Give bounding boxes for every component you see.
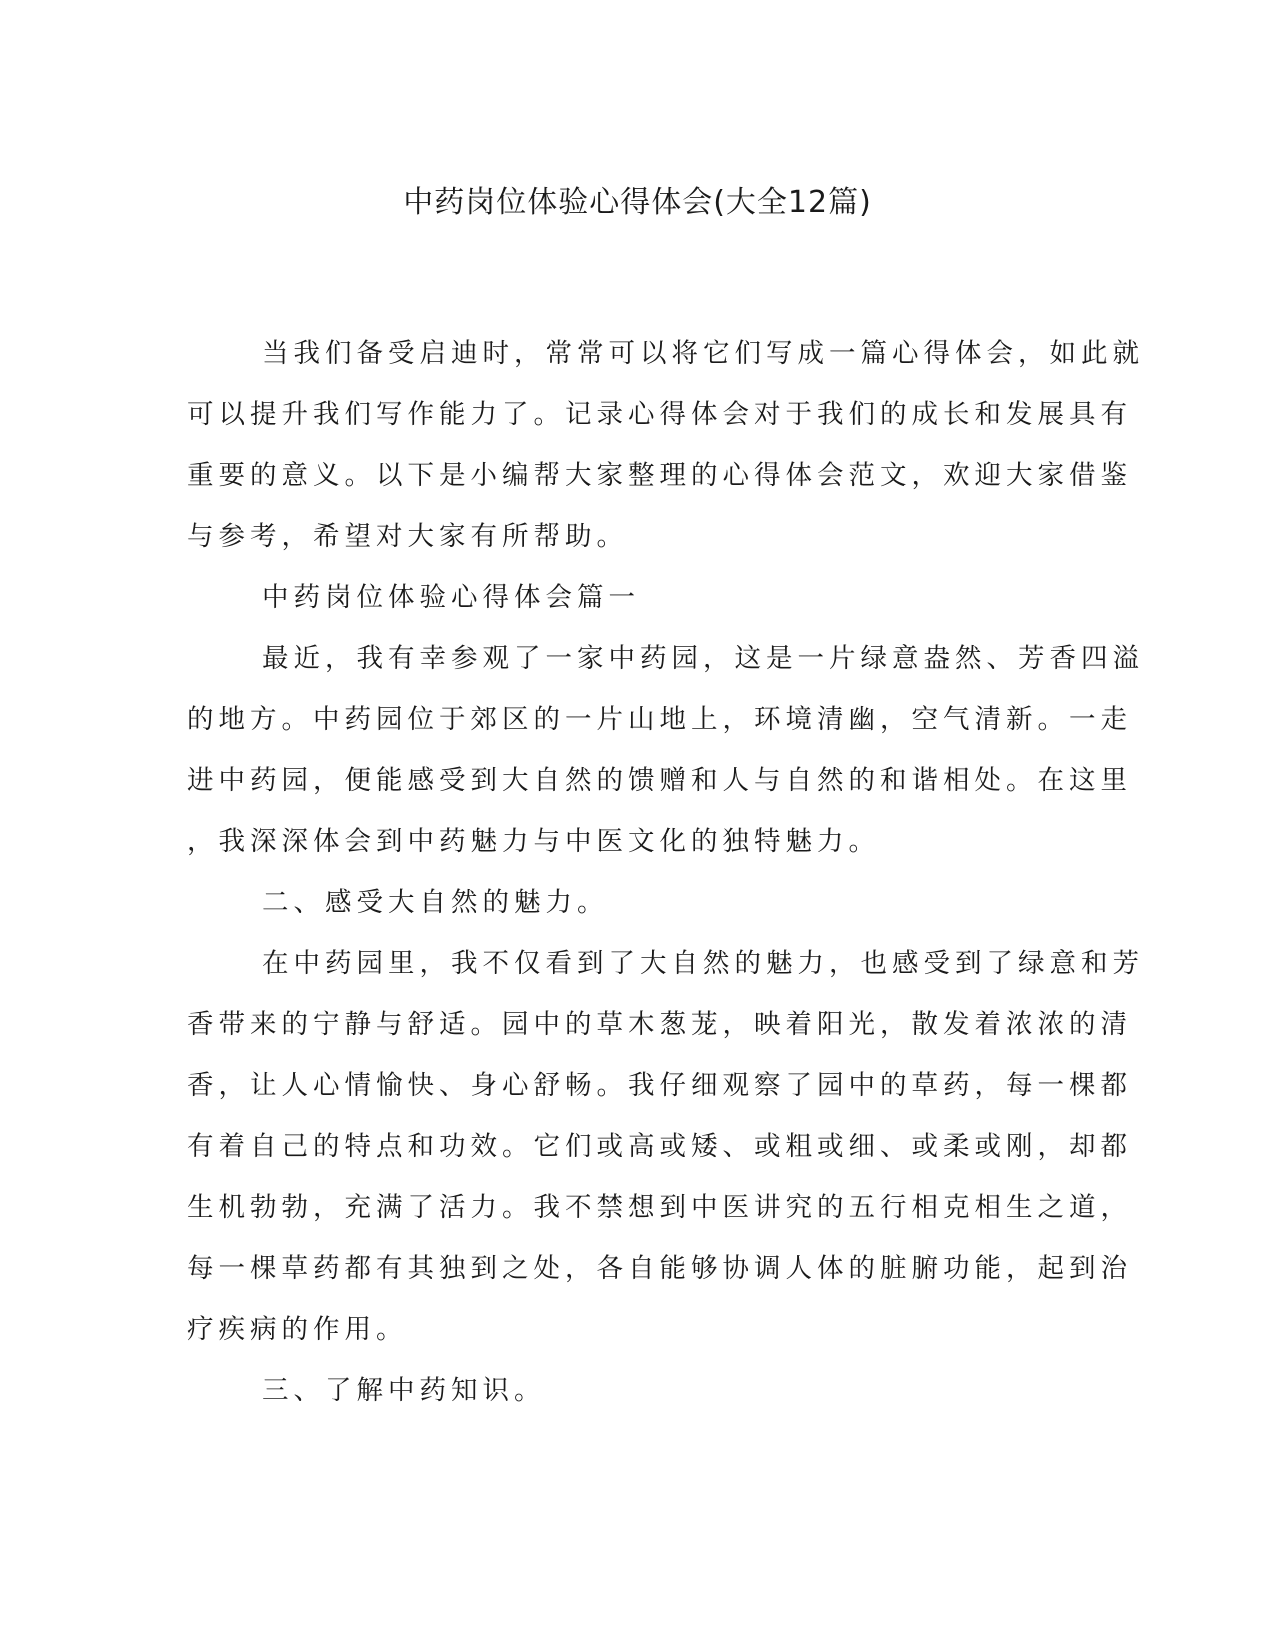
section-heading: 三、了解中药知识。 [262, 1375, 546, 1406]
text-line: 香，让人心情愉快、身心舒畅。我仔细观察了园中的草药，每一棵都 [187, 1070, 1132, 1101]
text-line: 疗疾病的作用。 [187, 1314, 408, 1345]
text-line: 可以提升我们写作能力了。记录心得体会对于我们的成长和发展具有 [187, 399, 1132, 430]
text-line: 的地方。中药园位于郊区的一片山地上，环境清幽，空气清新。一走 [187, 704, 1132, 735]
text-line: 有着自己的特点和功效。它们或高或矮、或粗或细、或柔或刚，却都 [187, 1131, 1132, 1162]
text-line: 在中药园里，我不仅看到了大自然的魅力，也感受到了绿意和芳 [262, 948, 1144, 979]
section-heading: 中药岗位体验心得体会篇一 [262, 582, 640, 613]
text-line: 香带来的宁静与舒适。园中的草木葱茏，映着阳光，散发着浓浓的清 [187, 1009, 1132, 1040]
text-line: 当我们备受启迪时，常常可以将它们写成一篇心得体会，如此就 [262, 338, 1144, 369]
text-line: 重要的意义。以下是小编帮大家整理的心得体会范文，欢迎大家借鉴 [187, 460, 1132, 491]
text-line: ，我深深体会到中药魅力与中医文化的独特魅力。 [187, 826, 880, 857]
text-line: 与参考，希望对大家有所帮助。 [187, 521, 628, 552]
section-heading: 二、感受大自然的魅力。 [262, 887, 609, 918]
document-body [187, 323, 1144, 1421]
text-line: 每一棵草药都有其独到之处，各自能够协调人体的脏腑功能，起到治 [187, 1253, 1132, 1284]
text-line: 生机勃勃，充满了活力。我不禁想到中医讲究的五行相克相生之道， [187, 1192, 1132, 1223]
document-title: 中药岗位体验心得体会(大全12篇) [403, 185, 872, 220]
text-line: 最近，我有幸参观了一家中药园，这是一片绿意盎然、芳香四溢 [262, 643, 1144, 674]
text-line: 进中药园，便能感受到大自然的馈赠和人与自然的和谐相处。在这里 [187, 765, 1132, 796]
